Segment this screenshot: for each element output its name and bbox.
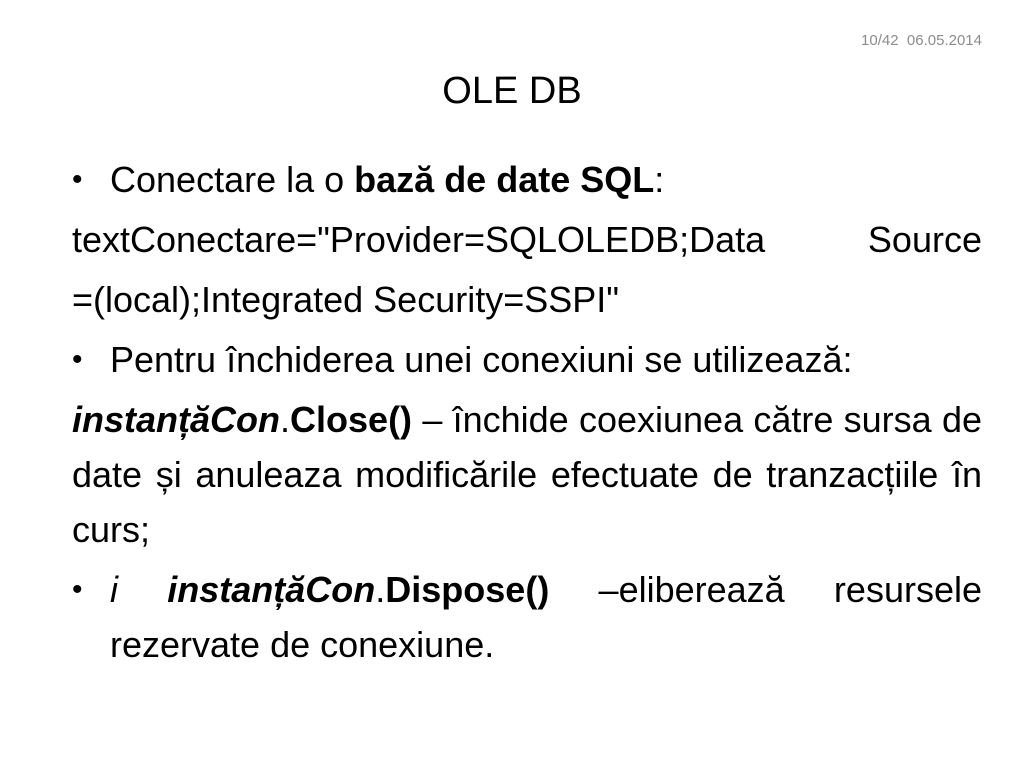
dot: . (375, 569, 386, 610)
dispose-method-description: –eliberează resursele rezervate de conexiune. (110, 569, 982, 665)
instance-name: instanțăCon (167, 569, 376, 610)
connection-string-text-2: =(local);Integrated Security=SSPI" (72, 279, 620, 320)
bullet-icon: • (72, 163, 83, 196)
bullet-icon: • (72, 573, 83, 606)
page-counter: 10/42 (861, 32, 899, 49)
bullet-text-bold: bază de date SQL (354, 159, 655, 200)
bullet-item-dispose (72, 562, 982, 672)
close-method-name: Close() (290, 399, 413, 440)
bullet-text-before: Conectare la o (110, 159, 355, 200)
instance-name: instanțăCon (72, 399, 281, 440)
dispose-method-name: Dispose() (385, 569, 550, 610)
connection-string-line-1 (72, 212, 982, 267)
bullet-icon: • (72, 343, 83, 376)
slide-content (72, 152, 982, 677)
space (118, 569, 167, 610)
bullet-text: Pentru închiderea unei conexiuni se utilizează: (110, 339, 853, 380)
bullet-item-close-intro (72, 332, 982, 387)
connection-string-line-2 (72, 272, 982, 327)
slide-date: 06.05.2014 (906, 32, 982, 49)
connection-string-text-1: textConectare="Provider=SQLOLEDB;Data Source (72, 219, 982, 260)
slide-title: OLE DB (442, 70, 582, 112)
close-method-description: – închide coexiunea către sursa de date și anuleaza modificările efectuate de tranzacțiile în curs; (72, 399, 982, 550)
bullet-text-after: : (654, 159, 665, 200)
slide-counter (861, 32, 982, 49)
italic-prefix: i (110, 569, 118, 610)
bullet-item-connect (72, 152, 982, 207)
close-method-paragraph (72, 392, 982, 557)
dot: . (280, 399, 291, 440)
